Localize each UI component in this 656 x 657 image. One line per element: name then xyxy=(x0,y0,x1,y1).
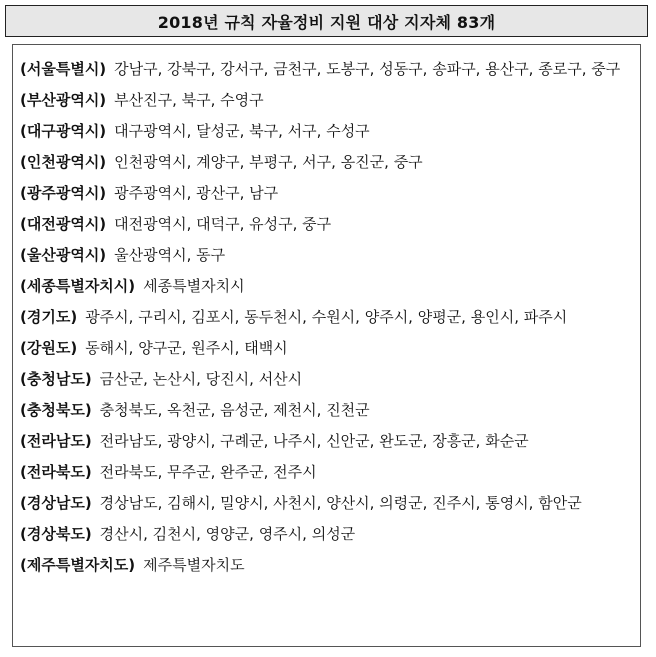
list-item xyxy=(13,209,640,240)
municipality-list: 부산진구, 북구, 수영구 xyxy=(114,91,264,109)
municipality-list: 충청북도, 옥천군, 음성군, 제천시, 진천군 xyxy=(99,401,370,419)
region-label: (세종특별자치시) xyxy=(20,277,136,295)
list-item xyxy=(13,457,640,488)
region-label: (경상남도) xyxy=(20,494,92,512)
region-label: (전라북도) xyxy=(20,463,92,481)
list-item xyxy=(13,54,640,85)
list-item xyxy=(13,240,640,271)
municipality-list: 광주시, 구리시, 김포시, 동두천시, 수원시, 양주시, 양평군, 용인시, 파주시 xyxy=(85,308,568,326)
municipality-list: 금산군, 논산시, 당진시, 서산시 xyxy=(99,370,303,388)
region-label: (제주특별자치도) xyxy=(20,556,136,574)
list-item xyxy=(13,271,640,302)
municipality-list: 전라북도, 무주군, 완주군, 전주시 xyxy=(99,463,317,481)
list-item xyxy=(13,85,640,116)
region-label: (서울특별시) xyxy=(20,60,107,78)
region-label: (전라남도) xyxy=(20,432,92,450)
municipality-list: 세종특별자치시 xyxy=(143,277,245,295)
region-label: (인천광역시) xyxy=(20,153,107,171)
region-label: (충청남도) xyxy=(20,370,92,388)
list-item xyxy=(13,147,640,178)
list-item xyxy=(13,178,640,209)
list-item xyxy=(13,364,640,395)
municipality-list: 대전광역시, 대덕구, 유성구, 중구 xyxy=(114,215,332,233)
list-item xyxy=(13,333,640,364)
list-item xyxy=(13,116,640,147)
municipality-list: 대구광역시, 달성군, 북구, 서구, 수성구 xyxy=(114,122,370,140)
municipality-list: 인천광역시, 계양구, 부평구, 서구, 옹진군, 중구 xyxy=(114,153,423,171)
region-label: (부산광역시) xyxy=(20,91,107,109)
municipality-list: 경산시, 김천시, 영양군, 영주시, 의성군 xyxy=(99,525,356,543)
region-label: (강원도) xyxy=(20,339,78,357)
list-item xyxy=(13,302,640,333)
list-item xyxy=(13,395,640,426)
document-title: 2018년 규칙 자율정비 지원 대상 지자체 83개 xyxy=(5,5,648,37)
region-label: (충청북도) xyxy=(20,401,92,419)
region-label: (경상북도) xyxy=(20,525,92,543)
municipality-list: 동해시, 양구군, 원주시, 태백시 xyxy=(85,339,288,357)
region-list xyxy=(12,44,641,647)
region-label: (대구광역시) xyxy=(20,122,107,140)
municipality-list: 전라남도, 광양시, 구례군, 나주시, 신안군, 완도군, 장흥군, 화순군 xyxy=(99,432,529,450)
list-item xyxy=(13,519,640,550)
municipality-list: 강남구, 강북구, 강서구, 금천구, 도봉구, 성동구, 송파구, 용산구, 종로구, 중구 xyxy=(114,60,621,78)
municipality-list: 제주특별자치도 xyxy=(143,556,245,574)
region-label: (경기도) xyxy=(20,308,78,326)
municipality-list: 울산광역시, 동구 xyxy=(114,246,226,264)
list-item xyxy=(13,550,640,581)
region-label: (대전광역시) xyxy=(20,215,107,233)
list-item xyxy=(13,488,640,519)
region-label: (광주광역시) xyxy=(20,184,107,202)
municipality-list: 광주광역시, 광산구, 남구 xyxy=(114,184,279,202)
municipality-list: 경상남도, 김해시, 밀양시, 사천시, 양산시, 의령군, 진주시, 통영시, 함안군 xyxy=(99,494,582,512)
region-label: (울산광역시) xyxy=(20,246,107,264)
list-item xyxy=(13,426,640,457)
